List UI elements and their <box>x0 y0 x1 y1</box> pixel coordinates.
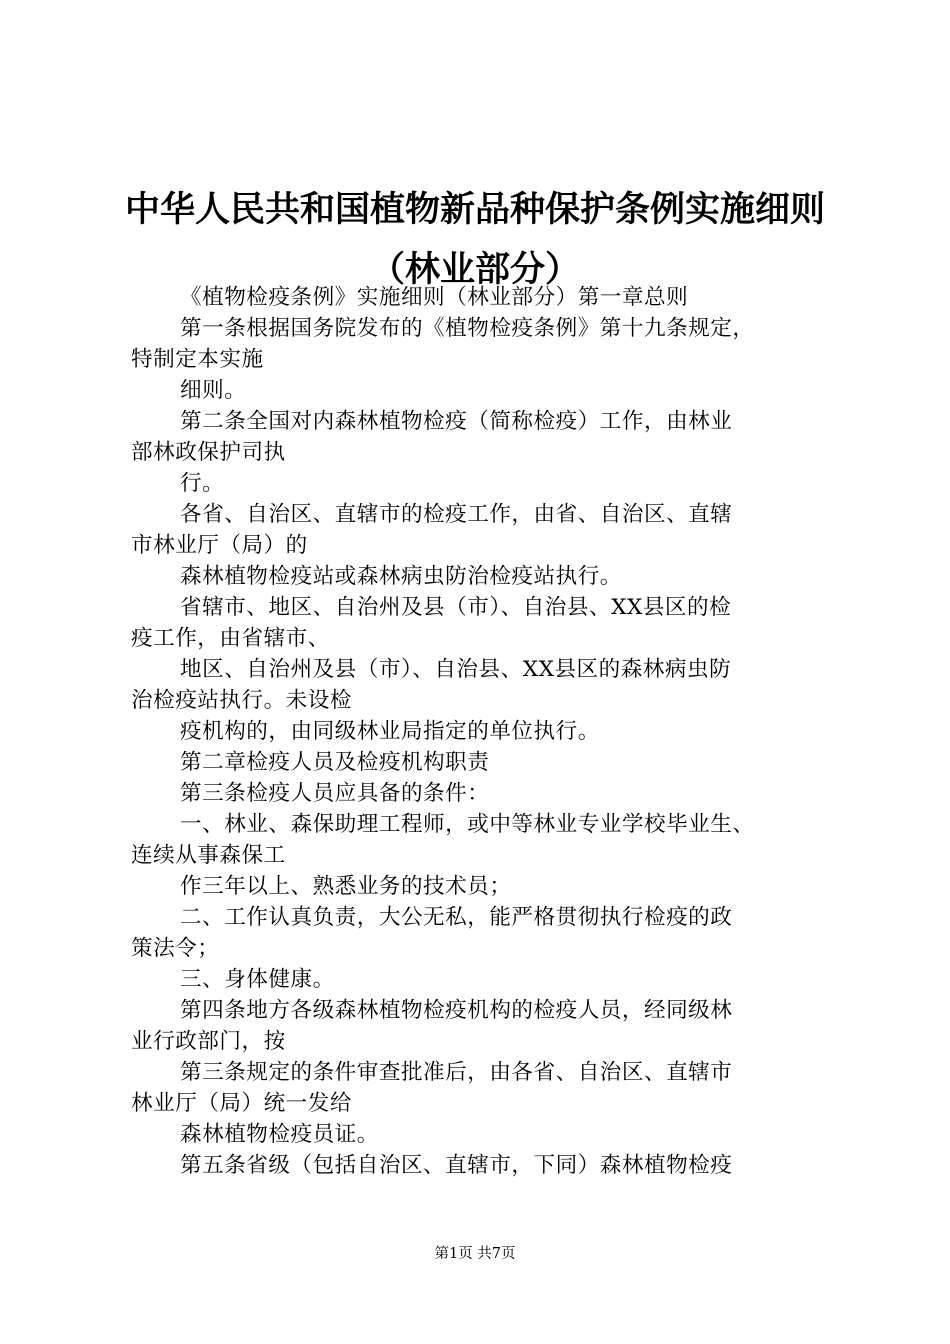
body-line: 三、身体健康。 <box>180 967 335 992</box>
document-title-line2: （林业部分） <box>369 249 580 290</box>
body-line: 省辖市、地区、自治州及县（市）、自治县、XX县区的检 <box>180 595 732 620</box>
body-line: 疫机构的，由同级林业局指定的单位执行。 <box>180 719 600 744</box>
body-line: 连续从事森保工 <box>131 843 286 868</box>
body-line: 策法令； <box>131 936 220 961</box>
body-line: 治检疫站执行。未设检 <box>131 688 352 713</box>
body-line: 行。 <box>180 471 225 496</box>
document-title-line1: 中华人民共和国植物新品种保护条例实施细则 <box>124 189 825 230</box>
body-line: 部林政保护司执 <box>131 440 286 465</box>
body-line: 疫工作，由省辖市、 <box>131 626 330 651</box>
body-line: 业行政部门，按 <box>131 1029 286 1054</box>
body-line: 林业厅（局）统一发给 <box>131 1091 352 1116</box>
body-line: 一、林业、森保助理工程师，或中等林业专业学校毕业生、 <box>180 812 755 837</box>
body-line: 第五条省级（包括自治区、直辖市，下同）森林植物检疫 <box>180 1153 733 1178</box>
body-line: 二、工作认真负责，大公无私，能严格贯彻执行检疫的政 <box>180 905 733 930</box>
document-body <box>131 282 841 1181</box>
body-line: 第二条全国对内森林植物检疫（简称检疫）工作，由林业 <box>180 409 733 434</box>
page-number-footer: 第1页 共7页 <box>434 1246 516 1262</box>
body-line: 地区、自治州及县（市）、自治县、XX县区的森林病虫防 <box>180 657 732 682</box>
body-line: 《植物检疫条例》实施细则（林业部分）第一章总则 <box>180 285 689 310</box>
body-line: 第三条规定的条件审查批准后，由各省、自治区、直辖市 <box>180 1060 733 1085</box>
body-line: 特制定本实施 <box>131 347 264 372</box>
body-line: 细则。 <box>180 378 247 403</box>
body-line: 森林植物检疫员证。 <box>180 1122 379 1147</box>
chapter-heading: 第二章检疫人员及检疫机构职责 <box>180 750 490 775</box>
body-line: 第四条地方各级森林植物检疫机构的检疫人员，经同级林 <box>180 998 733 1023</box>
body-line: 第三条检疫人员应具备的条件： <box>180 781 490 806</box>
body-line: 第一条根据国务院发布的《植物检疫条例》第十九条规定， <box>180 316 755 341</box>
body-line: 市林业厅（局）的 <box>131 533 308 558</box>
body-line: 各省、自治区、直辖市的检疫工作，由省、自治区、直辖 <box>180 502 733 527</box>
body-line: 森林植物检疫站或森林病虫防治检疫站执行。 <box>180 564 622 589</box>
body-line: 作三年以上、熟悉业务的技术员； <box>180 874 512 899</box>
